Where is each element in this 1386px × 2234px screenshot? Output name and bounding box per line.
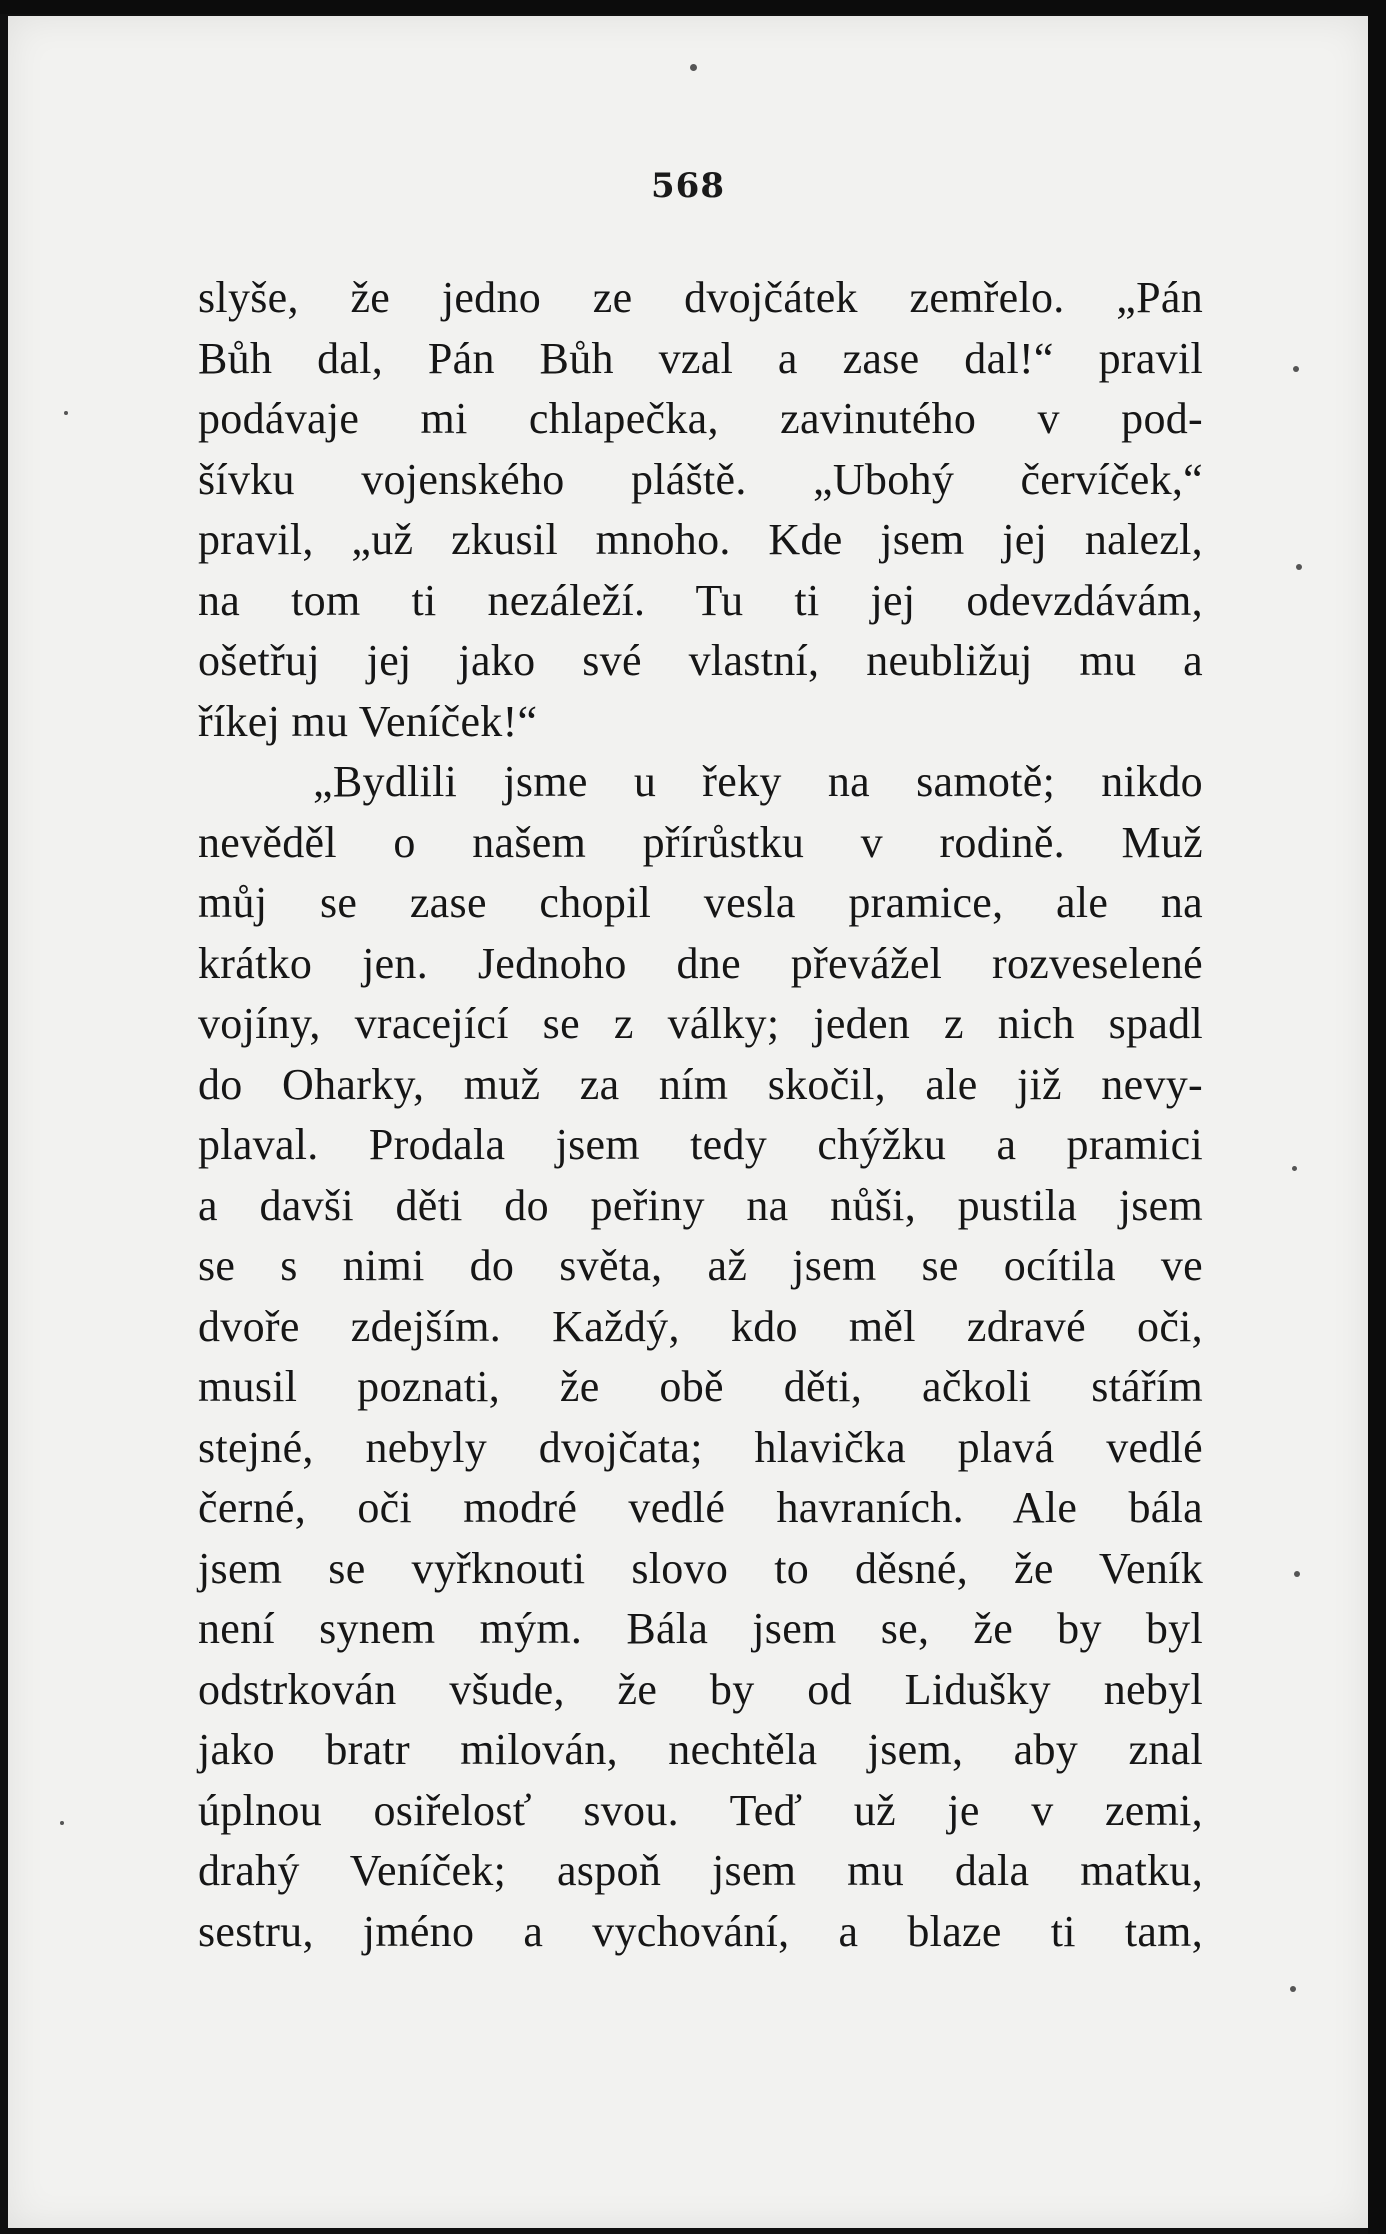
text-line: jako bratr milován, nechtěla jsem, aby znal bbox=[198, 1725, 1203, 1774]
text-line: Bůh dal, Pán Bůh vzal a zase dal!“ pravil bbox=[198, 333, 1203, 383]
scan-speck bbox=[1290, 1986, 1296, 1992]
page-number: 568 bbox=[651, 166, 725, 206]
scan-speck bbox=[1294, 1571, 1300, 1577]
scan-speck bbox=[1293, 366, 1299, 372]
text-line: drahý Veníček; aspoň jsem mu dala matku, bbox=[198, 1846, 1203, 1895]
scan-speck bbox=[60, 1821, 64, 1825]
text-line: odstrkován všude, že by od Lidušky nebyl bbox=[198, 1664, 1203, 1714]
text-line: úplnou osiřelosť svou. Teď už je v zemi, bbox=[198, 1785, 1203, 1835]
text-line: můj se zase chopil vesla pramice, ale na bbox=[198, 878, 1203, 927]
text-line: ošetřuj jej jako své vlastní, neubližuj mu a bbox=[198, 636, 1203, 685]
text-line: slyše, že jedno ze dvojčátek zemřelo. „Pán bbox=[198, 273, 1203, 322]
text-line: krátko jen. Jednoho dne převážel rozveselené bbox=[198, 938, 1203, 988]
text-line: na tom ti nezáleží. Tu ti jej odevzdávám, bbox=[198, 575, 1203, 625]
text-line: a davši děti do peřiny na nůši, pustila jsem bbox=[198, 1180, 1203, 1230]
text-line: do Oharky, muž za ním skočil, ale již nevy- bbox=[198, 1059, 1203, 1109]
body-text bbox=[198, 268, 1203, 1962]
text-line: stejné, nebyly dvojčata; hlavička plavá vedlé bbox=[198, 1422, 1203, 1472]
text-line: šívku vojenského pláště. „Ubohý červíček,“ bbox=[198, 454, 1203, 504]
scan-right-edge bbox=[1368, 0, 1386, 2234]
text-line: sestru, jméno a vychování, a blaze ti tam, bbox=[198, 1906, 1203, 1956]
text-line-paragraph-end: říkej mu Veníček!“ bbox=[198, 696, 538, 746]
scan-top-edge bbox=[0, 0, 1386, 14]
text-line: pravil, „už zkusil mnoho. Kde jsem jej nalezl, bbox=[198, 515, 1203, 564]
book-page bbox=[8, 16, 1368, 2228]
text-line: podávaje mi chlapečka, zavinutého v pod- bbox=[198, 394, 1203, 443]
text-line-paragraph-start: „Bydlili jsme u řeky na samotě; nikdo bbox=[313, 757, 1203, 806]
scan-speck bbox=[690, 64, 697, 71]
text-line: není synem mým. Bála jsem se, že by byl bbox=[198, 1604, 1203, 1653]
scan-speck bbox=[1296, 564, 1302, 570]
text-line: vojíny, vracející se z války; jeden z nich spadl bbox=[198, 999, 1203, 1048]
text-line: nevěděl o našem přírůstku v rodině. Muž bbox=[198, 817, 1203, 867]
text-line: plaval. Prodala jsem tedy chýžku a pramici bbox=[198, 1120, 1203, 1169]
text-line: jsem se vyřknouti slovo to děsné, že Veník bbox=[198, 1543, 1203, 1593]
scan-speck bbox=[1292, 1166, 1297, 1171]
text-line: černé, oči modré vedlé havraních. Ale bála bbox=[198, 1483, 1203, 1532]
text-line: dvoře zdejším. Každý, kdo měl zdravé oči, bbox=[198, 1301, 1203, 1351]
text-line: musil poznati, že obě děti, ačkoli stářím bbox=[198, 1362, 1203, 1411]
scan-speck bbox=[64, 411, 68, 415]
text-line: se s nimi do světa, až jsem se ocítila ve bbox=[198, 1241, 1203, 1290]
